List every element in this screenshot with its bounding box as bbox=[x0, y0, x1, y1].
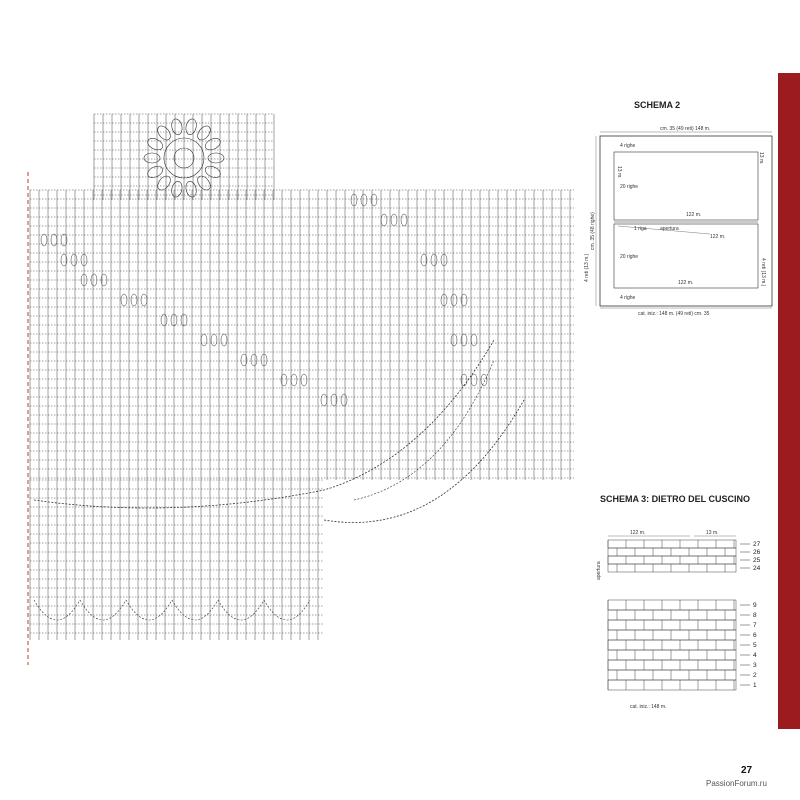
crochet-chart bbox=[24, 100, 584, 660]
schema2-reti-left: 4 reti (13 m.) bbox=[584, 253, 590, 282]
schema3-row-number: 7 bbox=[753, 622, 757, 629]
schema2-13m-left: 13 m. bbox=[616, 166, 622, 179]
schema2-righe-bottom: 4 righe bbox=[620, 295, 636, 301]
schema3-122m: 122 m. bbox=[630, 530, 646, 536]
schema3-row-number: 27 bbox=[753, 541, 761, 548]
schema2-13m-right: 13 m. bbox=[758, 152, 764, 165]
red-side-tab bbox=[778, 73, 800, 729]
schema-3-title: SCHEMA 3: DIETRO DEL CUSCINO bbox=[600, 494, 751, 504]
schema2-122m-b: 122 m. bbox=[710, 234, 726, 240]
schema3-13m: 13 m. bbox=[706, 530, 719, 536]
schema3-row-number: 24 bbox=[753, 565, 761, 572]
schema3-row-number: 26 bbox=[753, 549, 761, 556]
schema3-apertura: apertura bbox=[596, 561, 602, 580]
schema2-20righe-b: 20 righe bbox=[620, 254, 639, 260]
watermark: PassionForum.ru bbox=[706, 779, 767, 788]
schema2-20righe-a: 20 righe bbox=[620, 184, 639, 190]
schema3-row-number: 4 bbox=[753, 652, 757, 659]
schema3-row-number: 9 bbox=[753, 602, 757, 609]
schema3-row-number: 6 bbox=[753, 632, 757, 639]
schema2-top-label: cm. 35 (49 reti) 148 m. bbox=[660, 126, 711, 132]
schema-2 bbox=[584, 96, 780, 326]
schema2-bottom-label: cat. iniz.: 148 m. (49 reti) cm. 35 bbox=[638, 311, 710, 317]
page-number: 27 bbox=[741, 765, 753, 776]
schema2-left-label: cm. 35 (48 righe) bbox=[590, 212, 596, 250]
schema2-1riga: 1 riga bbox=[634, 226, 647, 232]
schema-3-diagram bbox=[590, 488, 780, 728]
schema2-122m-c: 122 m. bbox=[678, 280, 694, 286]
schema3-row-number: 5 bbox=[753, 642, 757, 649]
schema2-righe-top: 4 righe bbox=[620, 143, 636, 149]
schema3-row-number: 2 bbox=[753, 672, 757, 679]
schema3-row-number: 25 bbox=[753, 557, 761, 564]
schema2-apertura: apertura bbox=[660, 226, 679, 232]
schema-2-diagram bbox=[584, 96, 780, 326]
schema-2-title: SCHEMA 2 bbox=[634, 100, 681, 110]
schema-3 bbox=[590, 488, 780, 728]
schema3-row-number: 1 bbox=[753, 682, 757, 689]
schema3-row-number: 8 bbox=[753, 612, 757, 619]
schema3-bottom: cat. iniz.: 148 m. bbox=[630, 704, 667, 710]
schema2-reti-right: 4 reti (13 m.) bbox=[760, 258, 766, 287]
schema3-row-number: 3 bbox=[753, 662, 757, 669]
schema2-122m-a: 122 m. bbox=[686, 212, 702, 218]
